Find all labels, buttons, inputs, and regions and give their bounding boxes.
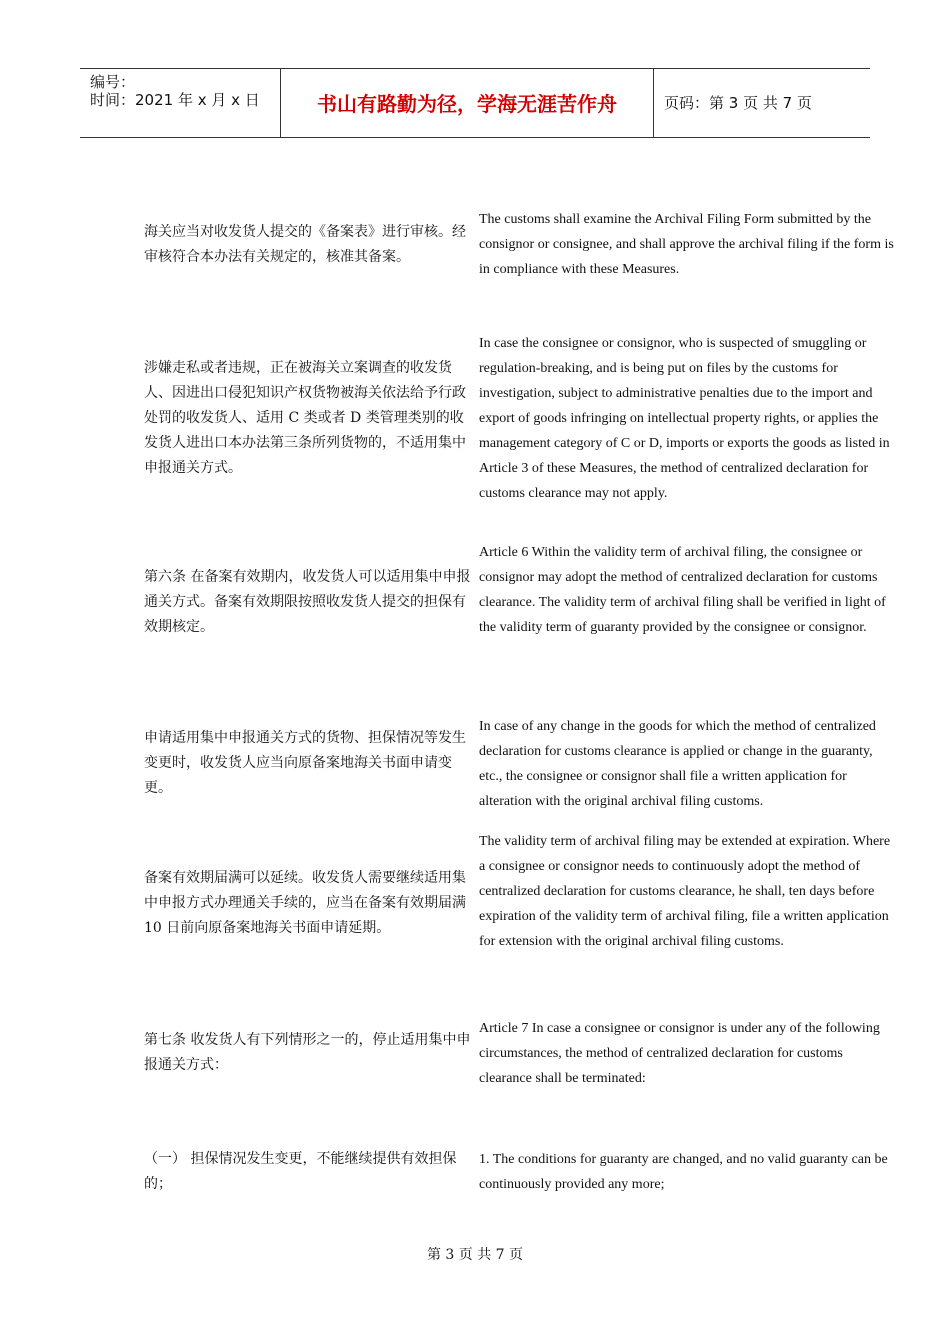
english-paragraph: The customs shall examine the Archival Filing Form submitted by the consignor or consignee, and shall approve the archival filing if the form is in compliance with these Measures. [479,212,894,277]
page-footer: 第 3 页 共 7 页 [426,1247,524,1263]
page-header [80,68,870,138]
english-paragraph: The validity term of archival filing may be extended at expiration. Where a consignee or consignor needs to continuously adopt the method of centralized declaration for customs clearance, he shall, ten days before expiration of the validity term of archival filing, file a written application for extension with the original archival filing customs. [479,834,891,949]
english-paragraph: Article 7 In case a consignee or consignor is under any of the following circumstances, the method of centralized declaration for customs clearance shall be terminated: [479,1021,880,1086]
chinese-paragraph: 第六条 在备案有效期内，收发货人可以适用集中申报通关方式。备案有效期限按照收发货人提交的担保有效期核定。 [144,569,471,635]
english-paragraph: 1. The conditions for guaranty are changed, and no valid guaranty can be continuously provided any more; [479,1152,888,1192]
english-paragraph: Article 6 Within the validity term of archival filing, the consignee or consignor may adopt the method of centralized declaration for customs clearance. The validity term of archival filing shall be verified in light of the validity term of guaranty provided by the consignee or consignor. [479,545,886,635]
chinese-paragraph: 第七条 收发货人有下列情形之一的，停止适用集中申报通关方式： [144,1032,471,1073]
header-motto: 书山有路勤为径，学海无涯苦作舟 [317,92,617,116]
chinese-paragraph: （一） 担保情况发生变更，不能继续提供有效担保的； [144,1151,457,1192]
document-date: 时间：2021 年 x 月 x 日 [90,91,260,109]
header-page-info: 页码：第 3 页 共 7 页 [664,94,812,112]
chinese-paragraph: 申请适用集中申报通关方式的货物、担保情况等发生变更时，收发货人应当向原备案地海关书面申请变更。 [144,730,466,796]
header-motto-cell [281,69,654,137]
document-number-label: 编号： [90,73,136,91]
chinese-paragraph: 备案有效期届满可以延续。收发货人需要继续适用集中申报方式办理通关手续的，应当在备案有效期届满 10 日前向原备案地海关书面申请延期。 [144,870,466,936]
english-paragraph: In case of any change in the goods for which the method of centralized declaration for customs clearance is applied or change in the guaranty, etc., the consignee or consignor shall file a written application for alteration with the original archival filing customs. [479,719,876,809]
header-meta-cell [80,69,281,137]
chinese-paragraph: 海关应当对收发货人提交的《备案表》进行审核。经审核符合本办法有关规定的，核准其备案。 [144,224,466,265]
header-page-cell [654,69,870,137]
english-paragraph: In case the consignee or consignor, who is suspected of smuggling or regulation-breaking, and is being put on files by the customs for investigation, subject to administrative penalties due to the import and export of goods infringing on intellectual property rights, or applies the management category of C or D, imports or exports the goods as listed in Article 3 of these Measures, the method of centralized declaration for customs clearance may not apply. [479,336,890,501]
chinese-paragraph: 涉嫌走私或者违规，正在被海关立案调查的收发货人、因进出口侵犯知识产权货物被海关依法给予行政处罚的收发货人、适用 C 类或者 D 类管理类别的收发货人进出口本办法第三条所列货物的，不适用集中申报通关方式。 [144,360,466,476]
